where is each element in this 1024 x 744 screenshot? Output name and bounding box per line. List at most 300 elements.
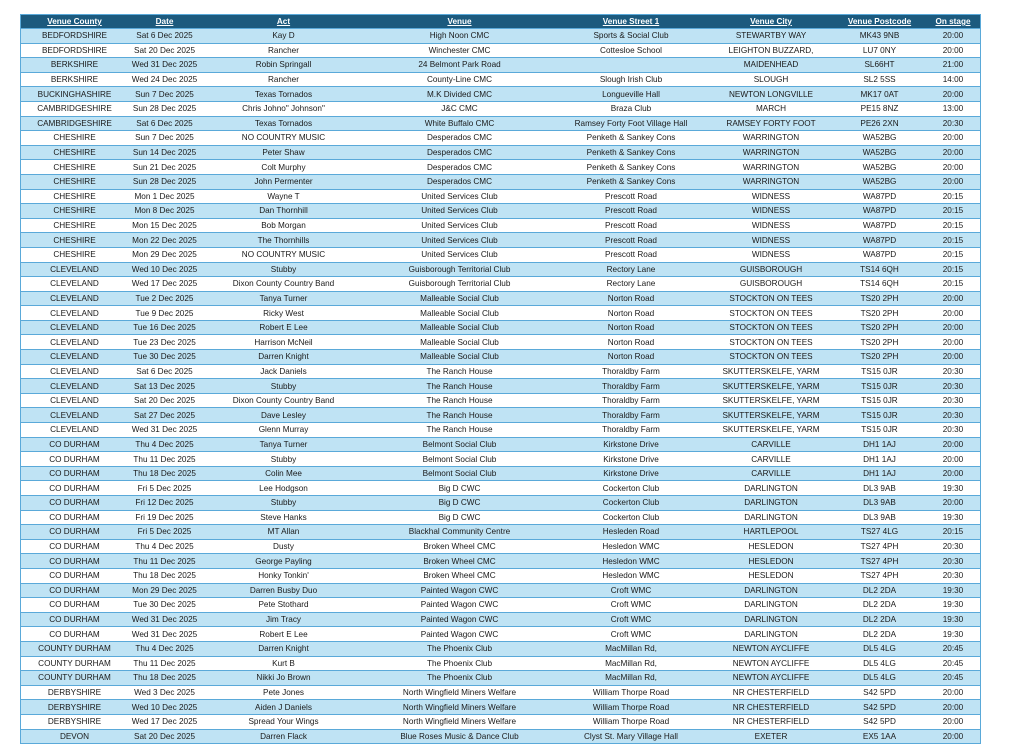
cell-date: Mon 1 Dec 2025 bbox=[128, 189, 201, 204]
table-row[interactable] bbox=[21, 641, 980, 656]
table-row[interactable] bbox=[21, 539, 980, 554]
cell-date: Thu 18 Dec 2025 bbox=[128, 568, 201, 583]
cell-venue-street-1: Prescott Road bbox=[553, 189, 709, 204]
cell-venue-county: CO DURHAM bbox=[21, 598, 128, 613]
cell-venue-street-1: Prescott Road bbox=[553, 247, 709, 262]
cell-venue-county: CLEVELAND bbox=[21, 393, 128, 408]
cell-venue-county: CLEVELAND bbox=[21, 379, 128, 394]
cell-on-stage: 19:30 bbox=[926, 583, 980, 598]
cell-venue-postcode: DL2 2DA bbox=[833, 598, 926, 613]
cell-on-stage: 20:00 bbox=[926, 466, 980, 481]
cell-venue: Big D CWC bbox=[366, 481, 553, 496]
cell-venue-postcode: S42 5PD bbox=[833, 700, 926, 715]
cell-venue-street-1: Croft WMC bbox=[553, 627, 709, 642]
cell-venue-postcode: DH1 1AJ bbox=[833, 466, 926, 481]
cell-venue-postcode: DL3 9AB bbox=[833, 496, 926, 511]
cell-venue-postcode: DH1 1AJ bbox=[833, 437, 926, 452]
cell-date: Sat 6 Dec 2025 bbox=[128, 29, 201, 44]
table-row[interactable] bbox=[21, 291, 980, 306]
cell-venue-street-1: William Thorpe Road bbox=[553, 685, 709, 700]
cell-venue-city: MARCH bbox=[709, 101, 833, 116]
cell-date: Tue 30 Dec 2025 bbox=[128, 350, 201, 365]
cell-act: Jim Tracy bbox=[201, 612, 366, 627]
cell-venue-street-1: Croft WMC bbox=[553, 612, 709, 627]
cell-date: Mon 8 Dec 2025 bbox=[128, 204, 201, 219]
cell-date: Sat 20 Dec 2025 bbox=[128, 729, 201, 743]
cell-venue-city: NEWTON AYCLIFFE bbox=[709, 671, 833, 686]
cell-act: George Payling bbox=[201, 554, 366, 569]
table-row[interactable] bbox=[21, 583, 980, 598]
cell-venue-postcode: S42 5PD bbox=[833, 685, 926, 700]
cell-venue: Painted Wagon CWC bbox=[366, 583, 553, 598]
cell-venue-postcode: PE15 8NZ bbox=[833, 101, 926, 116]
cell-venue-street-1: Longueville Hall bbox=[553, 87, 709, 102]
table-body bbox=[21, 29, 980, 744]
table-row[interactable] bbox=[21, 437, 980, 452]
cell-act: Stubby bbox=[201, 452, 366, 467]
cell-venue-city: DARLINGTON bbox=[709, 627, 833, 642]
cell-venue-city: STOCKTON ON TEES bbox=[709, 335, 833, 350]
cell-venue-street-1: Hesledon WMC bbox=[553, 568, 709, 583]
cell-venue-county: DEVON bbox=[21, 729, 128, 743]
cell-on-stage: 20:30 bbox=[926, 364, 980, 379]
header-act[interactable]: Act bbox=[201, 15, 366, 29]
table-row[interactable] bbox=[21, 247, 980, 262]
cell-act: Darren Busby Duo bbox=[201, 583, 366, 598]
cell-act: Stubby bbox=[201, 379, 366, 394]
cell-venue: M.K Divided CMC bbox=[366, 87, 553, 102]
cell-venue-county: CAMBRIDGESHIRE bbox=[21, 116, 128, 131]
cell-venue: Malleable Social Club bbox=[366, 306, 553, 321]
cell-venue-county: CLEVELAND bbox=[21, 350, 128, 365]
cell-venue-city: WIDNESS bbox=[709, 233, 833, 248]
cell-venue-county: BEDFORDSHIRE bbox=[21, 43, 128, 58]
cell-on-stage: 20:00 bbox=[926, 729, 980, 743]
cell-date: Tue 23 Dec 2025 bbox=[128, 335, 201, 350]
cell-venue-city: WIDNESS bbox=[709, 189, 833, 204]
cell-venue-city: STOCKTON ON TEES bbox=[709, 320, 833, 335]
cell-venue-county: CHESHIRE bbox=[21, 189, 128, 204]
cell-act: Dixon County Country Band bbox=[201, 277, 366, 292]
cell-act: Glenn Murray bbox=[201, 423, 366, 438]
cell-venue-city: WARRINGTON bbox=[709, 145, 833, 160]
table-row[interactable] bbox=[21, 277, 980, 292]
cell-venue-county: CHESHIRE bbox=[21, 145, 128, 160]
cell-on-stage: 20:00 bbox=[926, 714, 980, 729]
cell-on-stage: 20:00 bbox=[926, 452, 980, 467]
cell-venue-city: WARRINGTON bbox=[709, 131, 833, 146]
cell-on-stage: 20:00 bbox=[926, 335, 980, 350]
cell-date: Sat 13 Dec 2025 bbox=[128, 379, 201, 394]
cell-venue-postcode: DL5 4LG bbox=[833, 656, 926, 671]
cell-on-stage: 20:30 bbox=[926, 116, 980, 131]
cell-venue: The Ranch House bbox=[366, 379, 553, 394]
cell-venue-city: HESLEDON bbox=[709, 554, 833, 569]
table-row[interactable] bbox=[21, 496, 980, 511]
cell-date: Sat 6 Dec 2025 bbox=[128, 116, 201, 131]
cell-venue-street-1: Kirkstone Drive bbox=[553, 452, 709, 467]
table-row[interactable] bbox=[21, 671, 980, 686]
cell-on-stage: 20:00 bbox=[926, 174, 980, 189]
cell-venue-city: HARTLEPOOL bbox=[709, 525, 833, 540]
cell-venue-city: GUISBOROUGH bbox=[709, 262, 833, 277]
cell-venue-postcode: WA87PD bbox=[833, 218, 926, 233]
cell-venue-city: NR CHESTERFIELD bbox=[709, 685, 833, 700]
cell-date: Sun 7 Dec 2025 bbox=[128, 87, 201, 102]
cell-venue: Desperados CMC bbox=[366, 160, 553, 175]
cell-venue-city: CARVILLE bbox=[709, 466, 833, 481]
table-row[interactable] bbox=[21, 218, 980, 233]
table-row[interactable] bbox=[21, 189, 980, 204]
cell-on-stage: 20:00 bbox=[926, 496, 980, 511]
cell-venue-postcode: TS27 4LG bbox=[833, 525, 926, 540]
table-row[interactable] bbox=[21, 320, 980, 335]
cell-date: Wed 31 Dec 2025 bbox=[128, 423, 201, 438]
cell-on-stage: 20:30 bbox=[926, 539, 980, 554]
cell-venue-street-1: Kirkstone Drive bbox=[553, 466, 709, 481]
cell-venue: Painted Wagon CWC bbox=[366, 612, 553, 627]
cell-venue-street-1: Prescott Road bbox=[553, 233, 709, 248]
table-row[interactable] bbox=[21, 72, 980, 87]
cell-venue-postcode: TS15 0JR bbox=[833, 408, 926, 423]
cell-venue: The Phoenix Club bbox=[366, 656, 553, 671]
cell-act: Texas Tornados bbox=[201, 87, 366, 102]
cell-act: Chris Johno" Johnson" bbox=[201, 101, 366, 116]
cell-on-stage: 20:15 bbox=[926, 189, 980, 204]
cell-on-stage: 13:00 bbox=[926, 101, 980, 116]
cell-venue-county: CLEVELAND bbox=[21, 364, 128, 379]
table-row[interactable] bbox=[21, 598, 980, 613]
cell-venue: Guisborough Territorial Club bbox=[366, 262, 553, 277]
table-row[interactable] bbox=[21, 408, 980, 423]
table-row[interactable] bbox=[21, 612, 980, 627]
cell-on-stage: 19:30 bbox=[926, 627, 980, 642]
cell-venue-postcode: TS15 0JR bbox=[833, 379, 926, 394]
cell-venue-postcode: EX5 1AA bbox=[833, 729, 926, 743]
cell-venue: The Ranch House bbox=[366, 364, 553, 379]
cell-date: Fri 5 Dec 2025 bbox=[128, 481, 201, 496]
cell-act: Robert E Lee bbox=[201, 627, 366, 642]
cell-venue-postcode: WA87PD bbox=[833, 233, 926, 248]
cell-venue-street-1: Cockerton Club bbox=[553, 481, 709, 496]
cell-venue: Broken Wheel CMC bbox=[366, 568, 553, 583]
cell-venue-city: STOCKTON ON TEES bbox=[709, 291, 833, 306]
cell-act: Rancher bbox=[201, 43, 366, 58]
cell-venue-county: CLEVELAND bbox=[21, 335, 128, 350]
cell-act: Lee Hodgson bbox=[201, 481, 366, 496]
cell-venue-county: CHESHIRE bbox=[21, 218, 128, 233]
cell-venue-city: STEWARTBY WAY bbox=[709, 29, 833, 44]
cell-venue-county: CHESHIRE bbox=[21, 160, 128, 175]
cell-venue: The Ranch House bbox=[366, 408, 553, 423]
cell-venue-postcode: WA87PD bbox=[833, 189, 926, 204]
cell-venue-city: DARLINGTON bbox=[709, 598, 833, 613]
cell-venue-postcode: DH1 1AJ bbox=[833, 452, 926, 467]
cell-venue: The Ranch House bbox=[366, 393, 553, 408]
table-row[interactable] bbox=[21, 160, 980, 175]
cell-venue-county: CHESHIRE bbox=[21, 204, 128, 219]
cell-venue: The Phoenix Club bbox=[366, 671, 553, 686]
cell-on-stage: 20:00 bbox=[926, 306, 980, 321]
table-row[interactable] bbox=[21, 306, 980, 321]
table-row[interactable] bbox=[21, 29, 980, 44]
cell-venue-postcode: TS15 0JR bbox=[833, 423, 926, 438]
table-row[interactable] bbox=[21, 452, 980, 467]
table-row[interactable] bbox=[21, 627, 980, 642]
table-row[interactable] bbox=[21, 87, 980, 102]
cell-on-stage: 20:15 bbox=[926, 262, 980, 277]
cell-act: Robin Springall bbox=[201, 58, 366, 73]
cell-act: Dan Thornhill bbox=[201, 204, 366, 219]
cell-venue-city: EXETER bbox=[709, 729, 833, 743]
cell-venue-postcode: SL2 5SS bbox=[833, 72, 926, 87]
cell-on-stage: 20:00 bbox=[926, 685, 980, 700]
cell-date: Sat 27 Dec 2025 bbox=[128, 408, 201, 423]
table-row[interactable] bbox=[21, 262, 980, 277]
cell-on-stage: 20:15 bbox=[926, 525, 980, 540]
cell-venue-street-1: Hesledon WMC bbox=[553, 554, 709, 569]
cell-date: Sun 7 Dec 2025 bbox=[128, 131, 201, 146]
table-row[interactable] bbox=[21, 116, 980, 131]
cell-venue-street-1: Ramsey Forty Foot Village Hall bbox=[553, 116, 709, 131]
cell-on-stage: 21:00 bbox=[926, 58, 980, 73]
cell-date: Fri 5 Dec 2025 bbox=[128, 525, 201, 540]
header-venue-county[interactable]: Venue County bbox=[21, 15, 128, 29]
cell-venue-county: CO DURHAM bbox=[21, 525, 128, 540]
table-row[interactable] bbox=[21, 656, 980, 671]
cell-venue-county: CHESHIRE bbox=[21, 233, 128, 248]
cell-act: Ricky West bbox=[201, 306, 366, 321]
table-row[interactable] bbox=[21, 700, 980, 715]
table-row[interactable] bbox=[21, 364, 980, 379]
cell-venue-street-1: William Thorpe Road bbox=[553, 700, 709, 715]
cell-on-stage: 20:45 bbox=[926, 641, 980, 656]
cell-venue-county: CO DURHAM bbox=[21, 539, 128, 554]
cell-venue-county: CLEVELAND bbox=[21, 291, 128, 306]
cell-date: Wed 10 Dec 2025 bbox=[128, 700, 201, 715]
cell-venue-city: NEWTON AYCLIFFE bbox=[709, 656, 833, 671]
cell-date: Thu 4 Dec 2025 bbox=[128, 539, 201, 554]
cell-venue: Desperados CMC bbox=[366, 174, 553, 189]
table-row[interactable] bbox=[21, 423, 980, 438]
cell-venue-city: WIDNESS bbox=[709, 204, 833, 219]
cell-venue-postcode: TS14 6QH bbox=[833, 262, 926, 277]
cell-act: Aiden J Daniels bbox=[201, 700, 366, 715]
cell-venue-street-1: Croft WMC bbox=[553, 598, 709, 613]
cell-venue: North Wingfield Miners Welfare bbox=[366, 714, 553, 729]
cell-venue-street-1: Cockerton Club bbox=[553, 496, 709, 511]
cell-venue-postcode: DL2 2DA bbox=[833, 583, 926, 598]
cell-on-stage: 20:15 bbox=[926, 204, 980, 219]
header-venue-street-1[interactable]: Venue Street 1 bbox=[553, 15, 709, 29]
cell-venue-postcode: TS15 0JR bbox=[833, 393, 926, 408]
table-row[interactable] bbox=[21, 335, 980, 350]
cell-venue: United Services Club bbox=[366, 189, 553, 204]
cell-venue-city: DARLINGTON bbox=[709, 496, 833, 511]
cell-venue-city: SKUTTERSKELFE, YARM bbox=[709, 393, 833, 408]
cell-act: Darren Flack bbox=[201, 729, 366, 743]
cell-venue-street-1: Rectory Lane bbox=[553, 262, 709, 277]
cell-act: MT Allan bbox=[201, 525, 366, 540]
cell-venue-street-1: Croft WMC bbox=[553, 583, 709, 598]
cell-on-stage: 20:00 bbox=[926, 29, 980, 44]
cell-venue-postcode: WA52BG bbox=[833, 145, 926, 160]
table-row[interactable] bbox=[21, 685, 980, 700]
cell-on-stage: 20:00 bbox=[926, 131, 980, 146]
cell-act: Stubby bbox=[201, 496, 366, 511]
cell-on-stage: 19:30 bbox=[926, 598, 980, 613]
cell-venue: Painted Wagon CWC bbox=[366, 627, 553, 642]
cell-act: John Permenter bbox=[201, 174, 366, 189]
cell-venue-county: CLEVELAND bbox=[21, 262, 128, 277]
cell-venue: Desperados CMC bbox=[366, 131, 553, 146]
table-row[interactable] bbox=[21, 481, 980, 496]
cell-venue: Winchester CMC bbox=[366, 43, 553, 58]
cell-venue-city: NEWTON AYCLIFFE bbox=[709, 641, 833, 656]
table-row[interactable] bbox=[21, 729, 980, 743]
cell-act: Jack Daniels bbox=[201, 364, 366, 379]
cell-venue-county: BUCKINGHASHIRE bbox=[21, 87, 128, 102]
cell-act: Nikki Jo Brown bbox=[201, 671, 366, 686]
cell-venue-city: SKUTTERSKELFE, YARM bbox=[709, 423, 833, 438]
cell-venue-city: STOCKTON ON TEES bbox=[709, 306, 833, 321]
cell-date: Mon 22 Dec 2025 bbox=[128, 233, 201, 248]
cell-venue-city: NR CHESTERFIELD bbox=[709, 700, 833, 715]
cell-venue-postcode: DL2 2DA bbox=[833, 627, 926, 642]
cell-venue-city: DARLINGTON bbox=[709, 612, 833, 627]
cell-venue-county: CO DURHAM bbox=[21, 568, 128, 583]
cell-venue: County-Line CMC bbox=[366, 72, 553, 87]
cell-venue-city: SKUTTERSKELFE, YARM bbox=[709, 364, 833, 379]
table-row[interactable] bbox=[21, 568, 980, 583]
table-row[interactable] bbox=[21, 525, 980, 540]
cell-venue: Belmont Social Club bbox=[366, 466, 553, 481]
cell-venue-street-1: Prescott Road bbox=[553, 218, 709, 233]
cell-venue-county: CO DURHAM bbox=[21, 437, 128, 452]
table-row[interactable] bbox=[21, 58, 980, 73]
cell-venue: Guisborough Territorial Club bbox=[366, 277, 553, 292]
cell-venue-county: BERKSHIRE bbox=[21, 58, 128, 73]
table-row[interactable] bbox=[21, 466, 980, 481]
cell-venue-city: SLOUGH bbox=[709, 72, 833, 87]
cell-date: Wed 17 Dec 2025 bbox=[128, 277, 201, 292]
cell-on-stage: 20:00 bbox=[926, 291, 980, 306]
cell-date: Thu 11 Dec 2025 bbox=[128, 656, 201, 671]
cell-venue-city: DARLINGTON bbox=[709, 481, 833, 496]
table-row[interactable] bbox=[21, 101, 980, 116]
table-row[interactable] bbox=[21, 350, 980, 365]
cell-venue-city: CARVILLE bbox=[709, 437, 833, 452]
cell-venue-county: CLEVELAND bbox=[21, 423, 128, 438]
cell-date: Wed 31 Dec 2025 bbox=[128, 58, 201, 73]
cell-venue-city: SKUTTERSKELFE, YARM bbox=[709, 408, 833, 423]
table-row[interactable] bbox=[21, 714, 980, 729]
cell-venue-county: COUNTY DURHAM bbox=[21, 641, 128, 656]
table-row[interactable] bbox=[21, 379, 980, 394]
cell-act: Darren Knight bbox=[201, 641, 366, 656]
cell-venue-street-1: Norton Road bbox=[553, 335, 709, 350]
cell-act: Pete Jones bbox=[201, 685, 366, 700]
cell-act: Kurt B bbox=[201, 656, 366, 671]
table-row[interactable] bbox=[21, 393, 980, 408]
cell-venue-street-1: Penketh & Sankey Cons bbox=[553, 174, 709, 189]
cell-venue-postcode: TS20 2PH bbox=[833, 320, 926, 335]
table-row[interactable] bbox=[21, 174, 980, 189]
cell-on-stage: 19:30 bbox=[926, 612, 980, 627]
cell-venue-postcode: TS20 2PH bbox=[833, 335, 926, 350]
cell-date: Sat 20 Dec 2025 bbox=[128, 43, 201, 58]
cell-venue-county: CHESHIRE bbox=[21, 131, 128, 146]
cell-venue-county: CLEVELAND bbox=[21, 277, 128, 292]
cell-venue-postcode: TS27 4PH bbox=[833, 539, 926, 554]
cell-venue-postcode: WA87PD bbox=[833, 247, 926, 262]
cell-venue-postcode: WA52BG bbox=[833, 131, 926, 146]
cell-date: Wed 31 Dec 2025 bbox=[128, 612, 201, 627]
table-row[interactable] bbox=[21, 510, 980, 525]
cell-venue-county: CO DURHAM bbox=[21, 612, 128, 627]
cell-date: Sun 21 Dec 2025 bbox=[128, 160, 201, 175]
cell-venue-county: CLEVELAND bbox=[21, 306, 128, 321]
cell-venue: Big D CWC bbox=[366, 510, 553, 525]
header-row bbox=[21, 15, 980, 29]
events-table bbox=[21, 15, 980, 743]
table-row[interactable] bbox=[21, 145, 980, 160]
cell-venue-county: CO DURHAM bbox=[21, 627, 128, 642]
cell-act: Colin Mee bbox=[201, 466, 366, 481]
cell-venue-postcode: DL2 2DA bbox=[833, 612, 926, 627]
cell-act: Tanya Turner bbox=[201, 291, 366, 306]
table-row[interactable] bbox=[21, 43, 980, 58]
header-venue[interactable]: Venue bbox=[366, 15, 553, 29]
cell-venue: Malleable Social Club bbox=[366, 291, 553, 306]
cell-act: The Thornhills bbox=[201, 233, 366, 248]
cell-venue: United Services Club bbox=[366, 204, 553, 219]
cell-act: Dave Lesley bbox=[201, 408, 366, 423]
header-venue-city[interactable]: Venue City bbox=[709, 15, 833, 29]
cell-act: Bob Morgan bbox=[201, 218, 366, 233]
cell-on-stage: 20:30 bbox=[926, 379, 980, 394]
cell-venue-postcode: DL3 9AB bbox=[833, 510, 926, 525]
table-row[interactable] bbox=[21, 233, 980, 248]
table-row[interactable] bbox=[21, 131, 980, 146]
cell-venue-street-1: Penketh & Sankey Cons bbox=[553, 145, 709, 160]
cell-date: Sun 14 Dec 2025 bbox=[128, 145, 201, 160]
cell-venue-street-1: William Thorpe Road bbox=[553, 714, 709, 729]
cell-venue-county: CO DURHAM bbox=[21, 496, 128, 511]
cell-venue-street-1: Thoraldby Farm bbox=[553, 364, 709, 379]
cell-venue: Broken Wheel CMC bbox=[366, 554, 553, 569]
cell-on-stage: 20:00 bbox=[926, 350, 980, 365]
cell-on-stage: 20:30 bbox=[926, 408, 980, 423]
cell-on-stage: 20:30 bbox=[926, 568, 980, 583]
cell-venue: Desperados CMC bbox=[366, 145, 553, 160]
header-venue-postcode[interactable]: Venue Postcode bbox=[833, 15, 926, 29]
cell-venue-street-1: Norton Road bbox=[553, 306, 709, 321]
cell-venue-street-1: Hesledon WMC bbox=[553, 539, 709, 554]
cell-venue-street-1: Norton Road bbox=[553, 291, 709, 306]
cell-venue-county: CO DURHAM bbox=[21, 554, 128, 569]
cell-venue-postcode: TS15 0JR bbox=[833, 364, 926, 379]
cell-venue-postcode: TS20 2PH bbox=[833, 291, 926, 306]
cell-venue: Malleable Social Club bbox=[366, 320, 553, 335]
table-row[interactable] bbox=[21, 204, 980, 219]
cell-venue-county: CO DURHAM bbox=[21, 452, 128, 467]
table-row[interactable] bbox=[21, 554, 980, 569]
header-date[interactable]: Date bbox=[128, 15, 201, 29]
cell-date: Tue 9 Dec 2025 bbox=[128, 306, 201, 321]
cell-venue-county: BERKSHIRE bbox=[21, 72, 128, 87]
header-on-stage[interactable]: On stage bbox=[926, 15, 980, 29]
